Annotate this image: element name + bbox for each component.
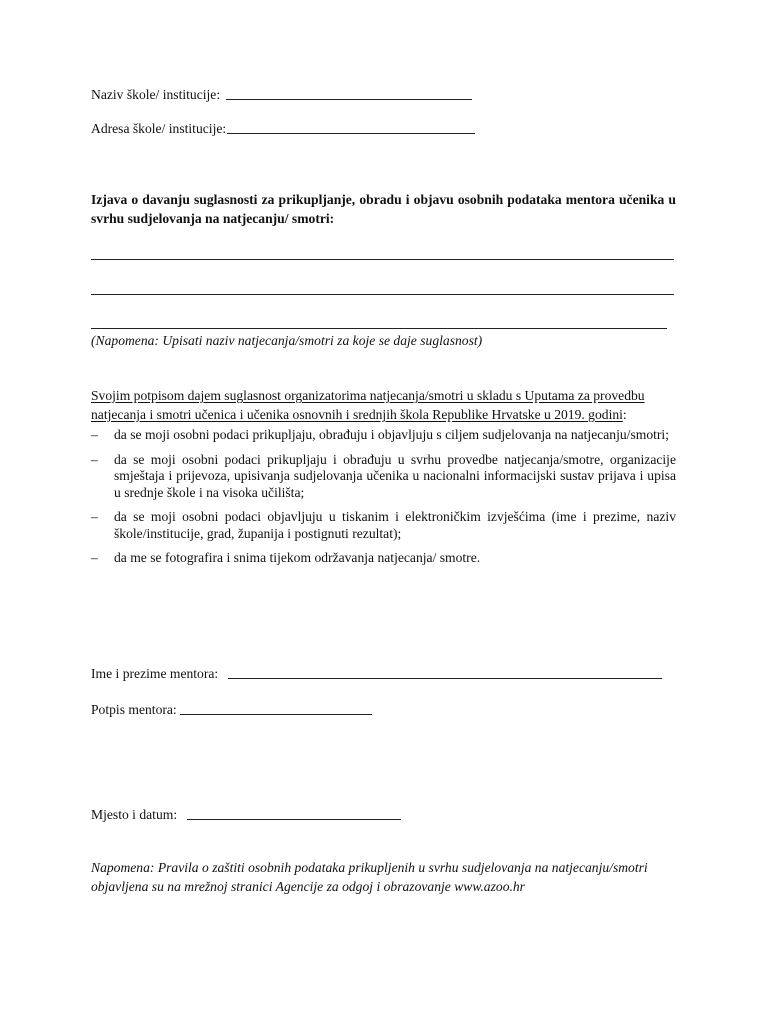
list-item-text: da se moji osobni podaci prikupljaju, obrađuju i objavljuju s ciljem sudjelovanja na natjecanju/smotri; [114,427,669,442]
mentor-name-blank[interactable] [228,678,662,679]
school-name-label: Naziv škole/ institucije: [91,87,221,102]
place-date-label: Mjesto i datum: [91,807,178,822]
mentor-signature-blank[interactable] [180,714,372,715]
list-item-text: da me se fotografira i snima tijekom održavanja natjecanja/ smotre. [114,550,481,565]
bullet-dash: – [91,550,98,565]
list-item-text: da se moji osobni podaci prikupljaju i obrađuju u svrhu provedbe natjecanja/smotre, organizacije smještaja i prijevoza, upisivanja sudjelovanja učenika u nacionalni informacijski sustav prijava i upisa u srednje škole i na visoka učilišta; [114,451,676,500]
place-date-field [91,807,401,823]
school-address-field [91,121,475,137]
competition-name-line-2[interactable] [91,294,674,295]
consent-intro [91,386,676,424]
bullet-dash: – [91,427,98,442]
school-name-blank[interactable] [226,99,472,100]
bullet-dash: – [91,451,98,467]
place-date-blank[interactable] [187,819,401,820]
mentor-name-label: Ime i prezime mentora: [91,666,219,681]
consent-list [91,427,676,575]
consent-intro-text: Svojim potpisom dajem suglasnost organizatorima natjecanja/smotri u skladu s Uputama za provedbu natjecanja i smotri učenica i učenika osnovnih i srednjih škola Republike Hrvatske u 2019. godini [91,388,645,422]
list-item-text: da se moji osobni podaci objavljuju u tiskanim i elektroničkim izvješćima (ime i prezime, naziv škole/institucije, grad, županija i postignuti rezultat); [114,509,676,541]
competition-note: (Napomena: Upisati naziv natjecanja/smotri za koje se daje suglasnost) [91,333,483,348]
mentor-signature-field [91,702,372,718]
list-item [91,550,676,567]
bullet-dash: – [91,509,98,524]
consent-intro-colon: : [622,407,627,422]
privacy-footnote: Napomena: Pravila o zaštiti osobnih podataka prikupljenih u svrhu sudjelovanja na natjecanju/smotri objavljena su na mrežnoj stranici Agencije za odgoj i obrazovanje www.azoo.hr [91,860,648,894]
list-item [91,509,676,542]
school-name-field [91,87,472,103]
list-item [91,452,676,502]
competition-name-line-1[interactable] [91,259,674,260]
declaration-title: Izjava o davanju suglasnosti za prikupljanje, obradu i objavu osobnih podataka mentora učenika u svrhu sudjelovanja na natjecanju/ smotri: [91,192,676,226]
mentor-name-field [91,666,662,682]
school-address-label: Adresa škole/ institucije: [91,121,227,136]
school-address-blank[interactable] [227,133,475,134]
mentor-signature-label: Potpis mentora: [91,702,177,717]
list-item [91,427,676,444]
competition-name-line-3[interactable] [91,328,667,329]
